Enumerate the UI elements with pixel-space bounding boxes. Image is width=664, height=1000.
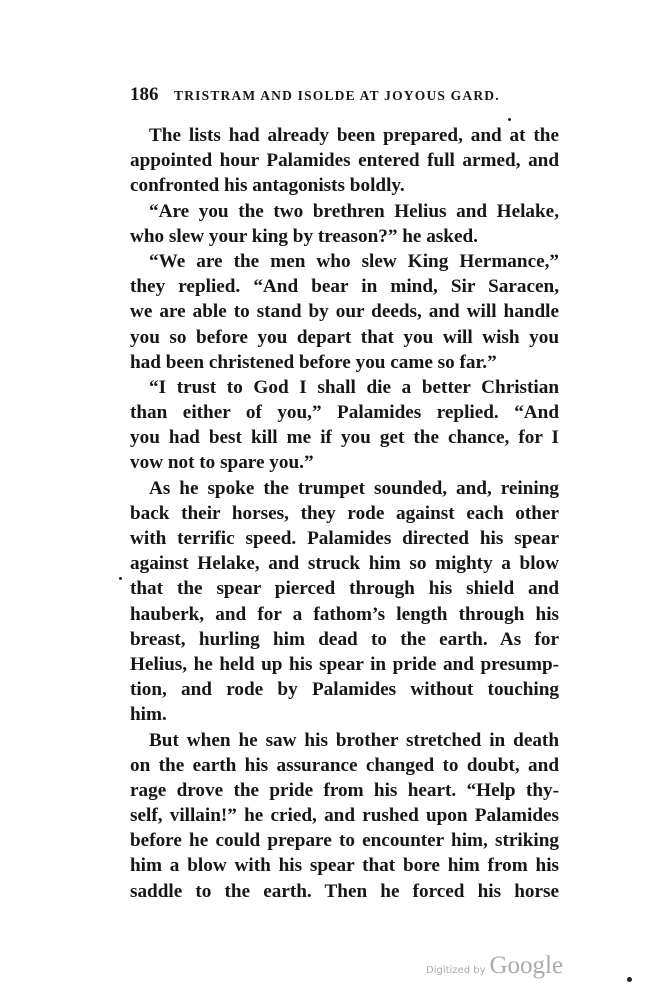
watermark-brand: Google: [489, 952, 564, 979]
watermark-prefix: Digitized by: [426, 965, 486, 976]
text-line: Helius, he held up his spear in pride and presump-: [130, 653, 559, 675]
text-line: “We are the men who slew King Hermance,”: [149, 250, 559, 272]
text-line: self, villain!” he cried, and rushed upon Palamides: [130, 805, 559, 827]
text-line: him.: [130, 704, 167, 726]
text-line: on the earth his assurance changed to doubt, and: [130, 754, 559, 776]
text-line: you had best kill me if you get the chance, for I: [130, 427, 559, 449]
text-line: appointed hour Palamides entered full armed, and: [130, 150, 559, 172]
text-line: As he spoke the trumpet sounded, and, reining: [149, 477, 559, 499]
text-line: back their horses, they rode against each other: [130, 502, 559, 524]
text-line: who slew your king by treason?” he asked.: [130, 225, 478, 247]
page-number: 186: [130, 84, 159, 105]
text-line: we are able to stand by our deeds, and will handle: [130, 301, 559, 323]
text-line: confronted his antagonists boldly.: [130, 175, 405, 197]
text-line: before he could prepare to encounter him, striking: [130, 830, 559, 852]
text-line: him a blow with his spear that bore him from his: [130, 855, 559, 877]
text-line: “Are you the two brethren Helius and Helake,: [149, 200, 559, 222]
text-line: you so before you depart that you will wish you: [130, 326, 559, 348]
page-body-text: [130, 123, 559, 904]
text-line: with terrific speed. Palamides directed his spear: [130, 528, 559, 549]
text-line: rage drove the pride from his heart. “Help thy-: [130, 779, 559, 801]
text-line: tion, and rode by Palamides without touching: [130, 679, 559, 701]
running-header: [130, 84, 560, 108]
text-line: But when he saw his brother stretched in death: [149, 729, 559, 751]
text-line: breast, hurling him dead to the earth. As for: [130, 628, 559, 650]
scan-speck: [627, 977, 632, 982]
text-line: “I trust to God I shall die a better Christian: [149, 376, 559, 398]
scan-speck: [119, 577, 122, 580]
text-line: than either of you,” Palamides replied. “And: [130, 402, 559, 424]
text-line: saddle to the earth. Then he forced his horse: [130, 880, 559, 902]
text-line: had been christened before you came so far.”: [130, 351, 497, 373]
google-watermark: [426, 952, 563, 980]
text-line: that the spear pierced through his shield and: [130, 578, 559, 600]
text-line: hauberk, and for a fathom’s length through his: [130, 603, 559, 625]
running-title: TRISTRAM AND ISOLDE AT JOYOUS GARD.: [174, 88, 500, 103]
scan-speck: [508, 118, 511, 121]
text-line: against Helake, and struck him so mighty a blow: [130, 553, 559, 575]
text-line: vow not to spare you.”: [130, 452, 314, 474]
text-line: they replied. “And bear in mind, Sir Saracen,: [130, 276, 559, 298]
text-line: The lists had already been prepared, and at the: [149, 125, 559, 146]
